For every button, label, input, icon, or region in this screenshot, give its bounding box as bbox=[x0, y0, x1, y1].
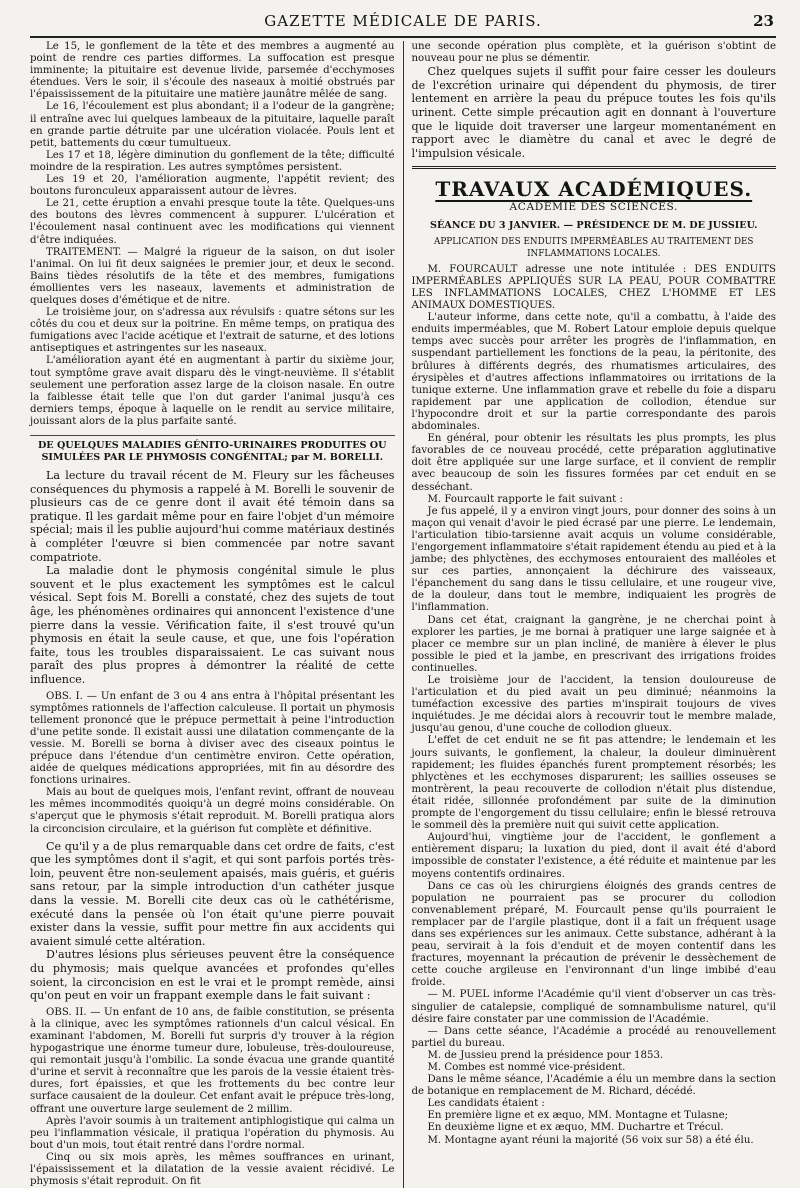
paragraph: TRAITEMENT. — Malgré la rigueur de la saison, on dut isoler l'animal. On lui fit deux saignées le premier jour, et deux le second. Bains tièdes résolutifs de la tête et des membres, fumigations émollientes vers les naseaux, lavements et administration de quelques doses d'émétique et de nitre. bbox=[30, 246, 395, 306]
paragraph: Cinq ou six mois après, les mêmes souffrances en urinant, l'épaississement et la dilatation de la vessie avaient récidivé. Le phymosis s'était reproduit. On fit bbox=[30, 1151, 395, 1188]
paragraph: En général, pour obtenir les résultats les plus prompts, les plus favorables de ce nouveau procédé, cette préparation agglutinative doit être appliquée sur une large surface, et il convient de remplir avec beaucoup de soin les fissures formées par cet enduit en se desséchant. bbox=[411, 433, 776, 493]
paragraph: OBS. II. — Un enfant de 10 ans, de faible constitution, se présenta à la clinique, avec les symptômes rationnels d'un calcul vésical. En examinant l'abdomen, M. Borelli fut surpris d'y trouver à la région hypogastrique une énorme tumeur dure, lobuleuse, très-douloureuse, qui remontait jusqu'à l'ombilic. La sonde évacua une grande quantité d'urine et servit à reconnaître que les parois de la vessie étaient très-dures, fort épaissies, et que les frottements du bec contre leur surface causaient de la douleur. Cet enfant avait le prépuce très-long, offrant une ouverture large seulement de 2 millim. bbox=[30, 1006, 395, 1115]
paragraph: D'autres lésions plus sérieuses peuvent être la conséquence du phymosis; mais quelque avancées et profondes qu'elles soient, la circoncision en est le vrai et le prompt remède, ainsi qu'on peut en voir un frappant exemple dans le fait suivant : bbox=[30, 948, 395, 1003]
paragraph: Chez quelques sujets il suffit pour faire cesser les douleurs de l'excrétion urinaire qui dépendent du phymosis, de tirer lentement en arrière la peau du prépuce toutes les fois qu'ils urinent. Cette simple précaution agit en donnant à l'ouverture que le liquide doit traverser une largeur momentanément en rapport avec le diamètre du canal et avec le degré de l'impulsion vésicale. bbox=[411, 65, 776, 160]
section-divider bbox=[412, 166, 777, 169]
academy-heading: ACADÉMIE DES SCIENCES. bbox=[509, 201, 678, 214]
paragraph: Les candidats étaient : bbox=[427, 1098, 545, 1110]
page-number: 23 bbox=[753, 12, 774, 30]
paragraph: M. de Jussieu prend la présidence pour 1853. bbox=[427, 1049, 664, 1061]
section-title: DE QUELQUES MALADIES GÉNITO-URINAIRES PRODUITES OU SIMULÉES PAR LE PHYMOSIS CONGÉNITAL; par M. BORELLI. bbox=[30, 435, 395, 463]
paragraph: Dans le même séance, l'Académie a élu un membre dans la section de botanique en remplacement de M. Richard, décédé. bbox=[411, 1074, 776, 1098]
publication-title: GAZETTE MÉDICALE DE PARIS. bbox=[264, 12, 542, 30]
paragraph: Le 15, le gonflement de la tête et des membres a augmenté au point de rendre ces parties difformes. La suffocation est presque imminente; la pituitaire est devenue livide, parsemée d'ecchymoses étendues. Vers le soir, il s'écoule des naseaux à moitié obstrués par l'épaississement de la pituitaire une matière jaunâtre mêlée de sang. bbox=[30, 41, 395, 101]
paragraph: Mais au bout de quelques mois, l'enfant revint, offrant de nouveau les mêmes incommodités quoiqu'à un degré moins considérable. On s'aperçut que le phymosis s'était reproduit. M. Borelli pratiqua alors la circoncision circulaire, et la guérison fut complète et définitive. bbox=[30, 787, 395, 835]
seance-heading: SÉANCE DU 3 JANVIER. — PRÉSIDENCE DE M. DE JUSSIEU. bbox=[430, 219, 758, 231]
section-heading: TRAVAUX ACADÉMIQUES. bbox=[435, 177, 753, 202]
page-header bbox=[30, 10, 776, 38]
paragraph: Le troisième jour, on s'adressa aux révulsifs : quatre sétons sur les côtés du cou et deux sur la poitrine. En même temps, on pratiqua des fumigations avec l'acide acétique et l'extrait de saturne, et des lotions antiseptiques et astringentes sur les naseaux. bbox=[30, 307, 395, 355]
paragraph: Le 16, l'écoulement est plus abondant; il a l'odeur de la gangrène; il entraîne avec lui quelques lambeaux de la pituitaire, laquelle paraît en grande partie détruite par une ulcération violacée. Pouls lent et petit, battements du cœur tumultueux. bbox=[30, 101, 395, 149]
paragraph: L'amélioration ayant été en augmentant à partir du sixième jour, tout symptôme grave avait disparu dès le vingt-neuvième. Il s'établit seulement une perforation assez large de la cloison nasale. En outre la faiblesse était telle que l'on dut garder l'animal jusqu'à ces derniers temps, époque à laquelle on le rendit au service militaire, jouissant alors de la plus parfaite santé. bbox=[30, 355, 395, 427]
paragraph: — M. PUEL informe l'Académie qu'il vient d'observer un cas très-singulier de catalepsie, compliqué de somnambulisme naturel, qu'il désire faire constater par une commission de l'Académie. bbox=[411, 989, 776, 1025]
paragraph: M. Montagne ayant réuni la majorité (56 voix sur 58) a été élu. bbox=[427, 1134, 754, 1146]
paragraph: L'auteur informe, dans cette note, qu'il a combattu, à l'aide des enduits imperméables, que M. Robert Latour emploie depuis quelque temps avec succès pour arrêter les progrès de l'inflammation, en suspendant partiellement les fonctions de la peau, la péritonite, des brûlures à différents degrés, des rhumatismes articulaires, des érysipèles et d'autres affections inflammatoires ou irritations de la tunique externe. Une inflammation grave et rebelle du foie a disparu rapidement par une application de collodion, étendue sur l'hypocondre droit et sur la partie correspondante des parois abdominales. bbox=[411, 312, 776, 433]
paragraph: Je fus appelé, il y a environ vingt jours, pour donner des soins à un maçon qui venait d'avoir le pied écrasé par une pierre. Le lendemain, l'articulation tibio-tarsienne avait acquis un volume considérable, l'engorgement inflammatoire s'était rapidement étendu au pied et à la jambe; des phlyctènes, des ecchymoses entouraient des malléoles et sur ces parties, annonçaient la déchirure des vaisseaux, l'épanchement du sang dans le tissu cellulaire, et une rougeur vive, de la douleur, dans tout le membre, indiquaient les progrès de l'inflammation. bbox=[411, 505, 776, 614]
paragraph: En deuxième ligne et ex æquo, MM. Duchartre et Trécul. bbox=[427, 1122, 724, 1134]
paragraph: — Dans cette séance, l'Académie a procédé au renouvellement partiel du bureau. bbox=[411, 1025, 776, 1049]
paragraph: La lecture du travail récent de M. Fleury sur les fâcheuses conséquences du phymosis a rappelé à M. Borelli le souvenir de plusieurs cas de ce genre dont il avait été témoin dans sa pratique. Il les gardait même pour en faire l'objet d'un mémoire spécial; mais il les publie aujourd'hui comme matériaux destinés à compléter l'œuvre si bien commencée par notre savant compatriote. bbox=[30, 469, 395, 564]
paragraph: Après l'avoir soumis à un traitement antiphlogistique qui calma un peu l'inflammation vésicale, il pratiqua l'opération du phymosis. Au bout d'un mois, tout était rentré dans l'ordre normal. bbox=[30, 1115, 395, 1151]
paragraph: Dans ce cas où les chirurgiens éloignés des grands centres de population ne pourraient pas se procurer du collodion convenablement préparé, M. Fourcault pense qu'ils pourraient le remplacer par de l'argile plastique, dont il a fait un fréquent usage dans ses expériences sur les animaux. Cette substance, adhérant à la peau, servirait à la fois d'enduit et de moyen contentif dans les fractures, moyennant la précaution de prévenir le dessèchement de cette couche argileuse en l'environnant d'un linge imbibé d'eau froide. bbox=[411, 880, 776, 989]
paragraph: une seconde opération plus complète, et la guérison s'obtint de nouveau pour ne plus se démentir. bbox=[411, 41, 776, 65]
paragraph: M. FOURCAULT adresse une note intitulée : DES ENDUITS IMPERMÉABLES APPLIQUÉS SUR LA PEAU, POUR COMBATTRE LES INFLAMMATIONS LOCALES, CHEZ L'HOMME ET LES ANIMAUX DOMESTIQUES. bbox=[411, 263, 776, 312]
paragraph: M. Fourcault rapporte le fait suivant : bbox=[427, 493, 623, 505]
paragraph: La maladie dont le phymosis congénital simule le plus souvent et le plus exactement les symptômes est le calcul vésical. Sept fois M. Borelli a constaté, chez des sujets de tout âge, les phénomènes ordinaires qui annoncent l'existence d'une pierre dans la vessie. Vérification faite, il s'est trouvé qu'un phymosis en était la seule cause, et que, une fois l'opération faite, tous les troubles disparaissaient. Le cas suivant nous paraît des plus propres à démontrer la réalité de cette influence. bbox=[30, 564, 395, 686]
paragraph: En première ligne et ex æquo, MM. Montagne et Tulasne; bbox=[427, 1110, 729, 1122]
right-column bbox=[403, 41, 777, 1188]
columns bbox=[30, 41, 776, 1188]
paragraph: Le 21, cette éruption a envahi presque toute la tête. Quelques-uns des boutons des lèvres commencent à suppurer. L'ulcération et l'écoulement nasal continuent avec les modifications qui viennent d'être indiquées. bbox=[30, 198, 395, 246]
paragraph: M. Combes est nommé vice-président. bbox=[427, 1062, 626, 1073]
paragraph: Les 19 et 20, l'amélioration augmente, l'appétit revient; des boutons furonculeux apparaissent autour de lèvres. bbox=[30, 174, 395, 198]
paragraph: OBS. I. — Un enfant de 3 ou 4 ans entra à l'hôpital présentant les symptômes rationnels de l'affection calculeuse. Il portait un phymosis tellement prononcé que le prépuce permettait à peine l'introduction d'une petite sonde. Il existait aussi une dilatation commençante de la vessie. M. Borelli se borna à diviser avec des ciseaux pointus le prépuce dans l'étendue d'un centimètre environ. Cette opération, aidée de quelques médications appropriées, mit fin au désordre des fonctions urinaires. bbox=[30, 690, 395, 787]
paragraph: Aujourd'hui, vingtième jour de l'accident, le gonflement a entièrement disparu; la luxation du pied, dont il avait été d'abord impossible de constater l'existence, a été réduite et maintenue par les moyens contentifs ordinaires. bbox=[411, 832, 776, 880]
article-title: APPLICATION DES ENDUITS IMPERMÉABLES AU TRAITEMENT DES INFLAMMATIONS LOCALES. bbox=[434, 236, 754, 259]
paragraph: Ce qu'il y a de plus remarquable dans cet ordre de faits, c'est que les symptômes dont il s'agit, et qui sont parfois portés très-loin, peuvent être non-seulement apaisés, mais guéris, et guéris sans retour, par la simple introduction d'un cathéter jusque dans la vessie. M. Borelli cite deux cas où le cathétérisme, exécuté dans la pensée où l'on était qu'une pierre pouvait exister dans la vessie, suffit pour mettre fin aux accidents qui avaient simulé cette altération. bbox=[30, 839, 395, 948]
paragraph: Le troisième jour de l'accident, la tension douloureuse de l'articulation et du pied avait un peu diminué; néanmoins la tuméfaction excessive des parties m'inspirait toujours de vives inquiétudes. Je me décidai alors à recouvrir tout le membre malade, jusqu'au genou, d'une couche de collodion glueux. bbox=[411, 675, 776, 735]
left-column bbox=[30, 41, 395, 1188]
paragraph: Les 17 et 18, légère diminution du gonflement de la tête; difficulté moindre de la respiration. Les autres symptômes persistent. bbox=[30, 149, 395, 173]
paragraph: Dans cet état, craignant la gangrène, je ne cherchai point à explorer les parties, je me bornai à pratiquer une large saignée et à placer ce membre sur un plan incliné, de manière à élever le plus possible le pied et la jambe, en prescrivant des irrigations froides continuelles. bbox=[411, 614, 776, 674]
paragraph: L'effet de cet enduit ne se fit pas attendre; le lendemain et les jours suivants, le gonflement, la chaleur, la douleur diminuèrent rapidement; les fluides épanchés furent promptement résorbés; les phlyctènes et les ecchymoses disparurent; les saillies osseuses se montrèrent, la peau recouverte de collodion n'était plus distendue, était ridée, sillonnée profondément par suite de la diminution prompte de l'engorgement du tissu cellulaire; enfin le blessé retrouva le sommeil dès la première nuit qui suivit cette application. bbox=[411, 735, 776, 832]
